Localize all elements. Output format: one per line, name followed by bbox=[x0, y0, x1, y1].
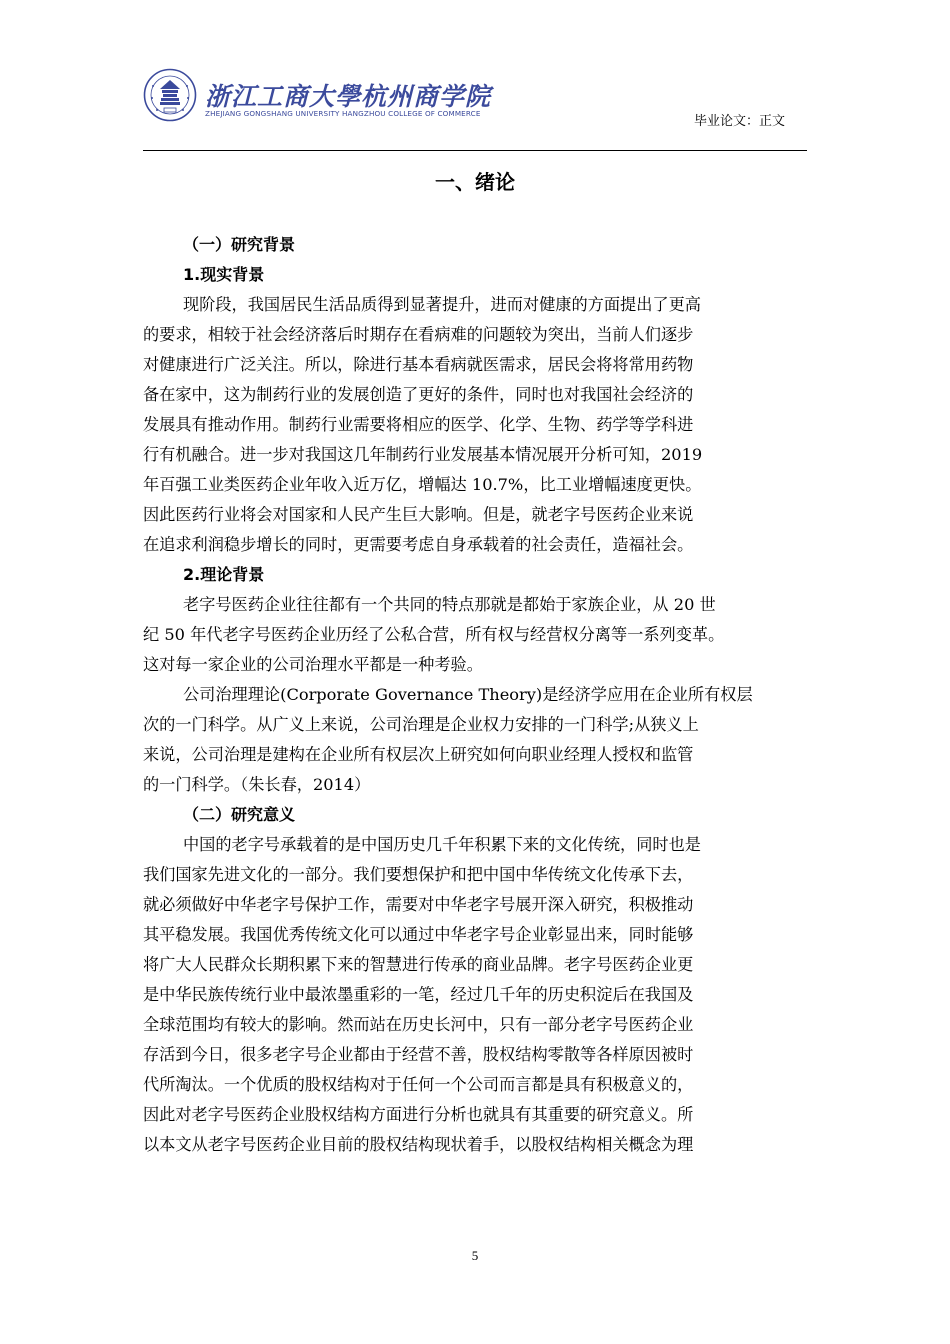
paragraph-line: 代所淘汰。一个优质的股权结构对于任何一个公司而言都是具有积极意义的， bbox=[143, 1075, 694, 1094]
paragraph-line: 备在家中，这为制药行业的发展创造了更好的条件，同时也对我国社会经济的 bbox=[143, 385, 694, 404]
paragraph-line: 因此对老字号医药企业股权结构方面进行分析也就具有其重要的研究意义。所 bbox=[143, 1105, 694, 1124]
page-header bbox=[143, 62, 807, 150]
paragraph-line: 我们国家先进文化的一部分。我们要想保护和把中国中华传统文化传承下去， bbox=[143, 865, 694, 884]
subsection-heading-practical: 1.现实背景 bbox=[183, 265, 265, 284]
paragraph-line: 老字号医药企业往往都有一个共同的特点那就是都始于家族企业，从 20 世 bbox=[183, 595, 716, 614]
paragraph-line: 因此医药行业将会对国家和人民产生巨大影响。但是，就老字号医药企业来说 bbox=[143, 505, 694, 524]
paragraph-line: 存活到今日，很多老字号企业都由于经营不善，股权结构零散等各样原因被时 bbox=[143, 1045, 694, 1064]
header-section-label: 毕业论文：正文 bbox=[693, 114, 785, 129]
paragraph-line: 现阶段，我国居民生活品质得到显著提升，进而对健康的方面提出了更高 bbox=[183, 295, 701, 314]
page-number: 5 bbox=[471, 1248, 479, 1263]
subsection-heading-theoretical: 2.理论背景 bbox=[183, 565, 265, 584]
paragraph-line: 公司治理理论(Corporate Governance Theory)是经济学应用在企业所有权层 bbox=[183, 685, 753, 704]
paragraph-line: 以本文从老字号医药企业目前的股权结构现状着手，以股权结构相关概念为理 bbox=[143, 1135, 694, 1154]
paragraph-line: 发展具有推动作用。制药行业需要将相应的医学、化学、生物、药学等学科进 bbox=[143, 415, 694, 434]
paragraph-line: 其平稳发展。我国优秀传统文化可以通过中华老字号企业彰显出来，同时能够 bbox=[143, 925, 694, 944]
paragraph-line: 对健康进行广泛关注。所以，除进行基本看病就医需求，居民会将将常用药物 bbox=[143, 355, 694, 374]
paragraph-line: 中国的老字号承载着的是中国历史几千年积累下来的文化传统，同时也是 bbox=[183, 835, 701, 854]
paragraph-line: 将广大人民群众长期积累下来的智慧进行传承的商业品牌。老字号医药企业更 bbox=[143, 955, 694, 974]
paragraph-line: 纪 50 年代老字号医药企业历经了公私合营，所有权与经营权分离等一系列变革。 bbox=[143, 625, 725, 644]
paragraph-line: 行有机融合。进一步对我国这几年制药行业发展基本情况展开分析可知，2019 bbox=[143, 445, 703, 464]
body-text bbox=[143, 230, 807, 1160]
paragraph-line: 的要求，相较于社会经济落后时期存在看病难的问题较为突出，当前人们逐步 bbox=[143, 325, 694, 344]
paragraph-line: 年百强工业类医药企业年收入近万亿，增幅达 10.7%，比工业增幅速度更快。 bbox=[143, 475, 702, 494]
paragraph-line: 在追求利润稳步增长的同时，更需要考虑自身承载着的社会责任，造福社会。 bbox=[143, 535, 694, 554]
paragraph-line: 是中华民族传统行业中最浓墨重彩的一笔，经过几千年的历史积淀后在我国及 bbox=[143, 985, 694, 1004]
paragraph-line: 这对每一家企业的公司治理水平都是一种考验。 bbox=[143, 655, 483, 674]
university-logo-english: ZHEJIANG GONGSHANG UNIVERSITY HANGZHOU COLLEGE OF COMMERCE bbox=[205, 109, 481, 118]
section-heading-background: （一）研究背景 bbox=[183, 235, 296, 254]
paragraph-line: 全球范围均有较大的影响。然而站在历史长河中，只有一部分老字号医药企业 bbox=[143, 1015, 694, 1034]
paragraph-line: 就必须做好中华老字号保护工作，需要对中华老字号展开深入研究，积极推动 bbox=[143, 895, 694, 914]
university-logo-text: 浙江工商大學杭州商学院 bbox=[205, 82, 492, 111]
paragraph-line: 来说，公司治理是建构在企业所有权层次上研究如何向职业经理人授权和监管 bbox=[143, 745, 694, 764]
paragraph-line: 的一门科学。（朱长春，2014） bbox=[143, 775, 371, 794]
paragraph-line: 次的一门科学。从广义上来说，公司治理是企业权力安排的一门科学;从狭义上 bbox=[143, 715, 699, 734]
chapter-title: 一、绪论 bbox=[435, 170, 515, 194]
section-heading-significance: （二）研究意义 bbox=[183, 805, 296, 824]
university-seal-icon bbox=[143, 68, 197, 122]
header-divider bbox=[143, 150, 807, 151]
